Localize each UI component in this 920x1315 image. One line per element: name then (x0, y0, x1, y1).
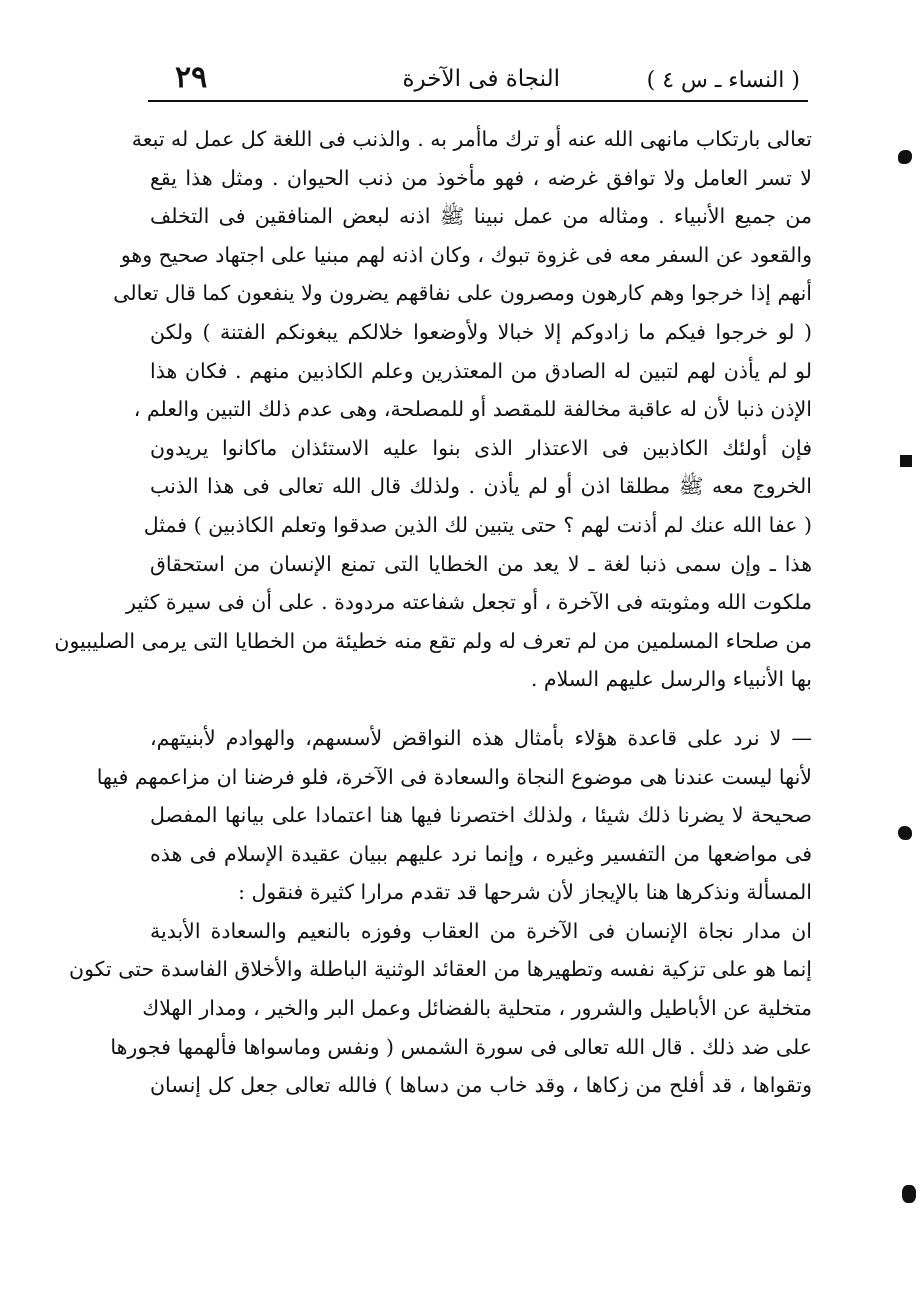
text-line: لا تسر العامل ولا توافق غرضه ، فهو مأخوذ من ذنب الحيوان . ومثل هذا يقع (150, 165, 812, 190)
text-line: صحيحة لا يضرنا ذلك شيئا ، ولذلك اختصرنا فيها هنا اعتمادا على بيانها المفصل (150, 803, 812, 828)
text-line: ان مدار نجاة الإنسان فى الآخرة من العقاب وفوزه بالنعيم والسعادة الأبدية (150, 918, 812, 943)
text-line: فإن أولئك الكاذبين فى الاعتذار الذى بنوا عليه الاستئذان ماكانوا يريدون (150, 435, 812, 460)
text-line: الإذن ذنبا لأن له عاقبة مخالفة للمقصد أو للمصلحة، وهى عدم ذلك التبين والعلم ، (133, 397, 812, 422)
text-line: هذا ـ وإن سمى ذنبا لغة ـ لا يعد من الخطايا التى تمنع الإنسان من استحقاق (150, 551, 812, 576)
text-line: لو لم يأذن لهم لتبين له الصادق من المعتذرين وعلم الكاذبين منهم . فكان هذا (150, 358, 812, 383)
paragraph-gap (150, 699, 812, 719)
text-line: على ضد ذلك . قال الله تعالى فى سورة الشمس ( ونفس وماسواها فألهمها فجورها (110, 1034, 812, 1059)
text-line: تعالى بارتكاب مانهى الله عنه أو ترك ماأمر به . والذنب فى اللغة كل عمل له تبعة (131, 127, 812, 151)
scan-binding-mark (900, 455, 912, 467)
text-line: المسألة ونذكرها هنا بالإيجاز لأن شرحها قد تقدم مرارا كثيرة فنقول : (238, 880, 812, 905)
scan-binding-mark (898, 150, 912, 164)
page-number: ٢٩ (175, 60, 208, 95)
scan-binding-mark (902, 1185, 916, 1203)
text-line: — لا نرد على قاعدة هؤلاء بأمثال هذه النواقض لأسسهم، والهوادم لأبنيتهم، (150, 725, 812, 750)
text-line: فى مواضعها من التفسير وغيره ، وإنما نرد عليهم ببيان عقيدة الإسلام فى هذه (150, 841, 812, 866)
text-line: ملكوت الله ومثوبته فى الآخرة ، أو تجعل شفاعته مردودة . على أن فى سيرة كثير (125, 590, 812, 615)
page-header (150, 60, 810, 100)
text-line: من صلحاء المسلمين من لم تعرف له ولم تقع منه خطيئة من الخطايا التى يرمى الصليبيون (54, 628, 812, 653)
text-line: الخروج معه ﷺ مطلقا اذن أو لم يأذن . ولذلك قال الله تعالى فى هذا الذنب (150, 474, 812, 499)
text-line: أنهم إذا خرجوا وهم كارهون ومصرون على نفاقهم يضرون ولا ينفعون كما قال تعالى (113, 281, 812, 306)
text-line: والقعود عن السفر معه فى غزوة تبوك ، وكان اذنه لهم مبنيا على اجتهاد صحيح وهو (120, 242, 812, 267)
text-line: لأنها ليست عندنا هى موضوع النجاة والسعادة فى الآخرة، فلو فرضنا ان مزاعمهم فيها (96, 764, 812, 789)
text-line: وتقواها ، قد أفلح من زكاها ، وقد خاب من دساها ) فالله تعالى جعل كل إنسان (150, 1073, 812, 1098)
text-line: من جميع الأنبياء . ومثاله من عمل نبينا ﷺ اذنه لبعض المنافقين فى التخلف (150, 204, 812, 229)
scan-binding-mark (898, 826, 912, 840)
paragraph (54, 120, 812, 699)
paragraph (69, 912, 812, 1105)
text-line: إنما هو على تزكية نفسه وتطهيرها من العقائد الوثنية الباطلة والأخلاق الفاسدة حتى تكون (69, 957, 812, 982)
text-line: ( لو خرجوا فيكم ما زادوكم إلا خبالا ولأوضعوا خلالكم يبغونكم الفتنة ) ولكن (150, 319, 812, 344)
text-line: متخلية عن الأباطيل والشرور ، متحلية بالفضائل وعمل البر والخير ، ومدار الهلاك (142, 996, 812, 1021)
paragraph (96, 719, 812, 912)
running-title: النجاة فى الآخرة (402, 66, 560, 92)
chapter-reference: ( النساء ـ س ٤ ) (646, 68, 800, 93)
text-line: بها الأنبياء والرسل عليهم السلام . (530, 667, 812, 692)
header-rule (148, 100, 808, 102)
body-text (54, 120, 812, 1105)
text-line: ( عفا الله عنك لم أذنت لهم ؟ حتى يتبين لك الذين صدقوا وتعلم الكاذبين ) فمثل (143, 512, 812, 537)
